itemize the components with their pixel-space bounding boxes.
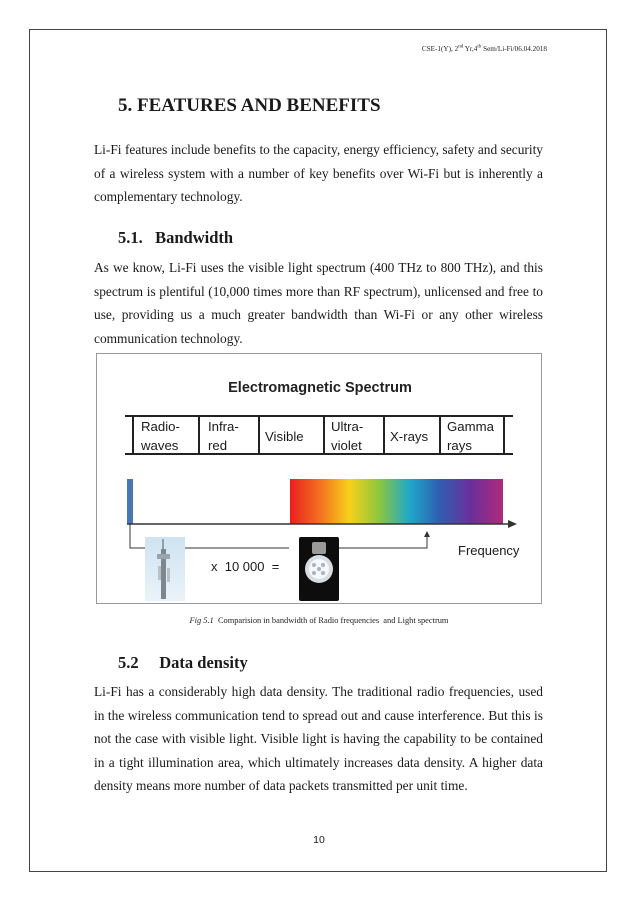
visible-spectrum-band xyxy=(290,479,503,524)
band-ultraviolet-line1: Ultra- xyxy=(331,419,364,434)
led-lamp-image xyxy=(299,537,339,601)
spectrum-figure xyxy=(96,353,542,604)
bandwidth-paragraph: As we know, Li-Fi uses the visible light spectrum (400 THz to 800 THz), and this spectrum is plentiful (10,000 times more than RF spectrum), unlicensed and free to use, providing us a much greater bandwidth than Wi-Fi or any other wireless communication technology. xyxy=(94,260,543,346)
band-gamma-line2: rays xyxy=(447,438,472,453)
visible-bracket xyxy=(337,535,427,548)
radio-tower-image xyxy=(145,537,185,601)
section-title: 5. FEATURES AND BENEFITS xyxy=(118,95,381,116)
band-visible-label: Visible xyxy=(265,429,304,444)
band-infrared-line1: Infra- xyxy=(208,419,239,434)
band-gamma-line1: Gamma xyxy=(447,419,494,434)
page-number: 10 xyxy=(313,834,325,846)
figure-title: Electromagnetic Spectrum xyxy=(228,380,412,396)
band-infrared-line2: red xyxy=(208,438,228,453)
data-density-paragraph: Li-Fi has a considerably high data density. The traditional radio frequencies, used in the wireless communication tend to spread out and cause interference. But this is not the case with visible light. Visible light is having the capability to be contained in a tight illumination area, which ultimately increases data density. A higher data density means more number of data packets transmitted per unit time. xyxy=(94,684,543,793)
axis-arrowhead xyxy=(508,520,517,528)
band-xrays-label: X-rays xyxy=(390,429,429,444)
band-ultraviolet-line2: violet xyxy=(331,438,362,453)
figure-caption: Fig 5.1 Comparision in bandwidth of Radio frequencies and Light spectrum xyxy=(189,616,449,625)
spectrum-diagram xyxy=(97,354,543,605)
bandwidth-heading: 5.1. Bandwidth xyxy=(118,228,234,247)
radio-band-bar xyxy=(127,479,133,524)
band-radio-line2: waves xyxy=(141,438,179,453)
header-reference: CSE-1(Y), 2nd Yr,4th Sem/Li-Fi/06.04.2018 xyxy=(421,44,547,53)
intro-paragraph: Li-Fi features include benefits to the capacity, energy efficiency, safety and security of a wireless system with a number of key benefits over Wi-Fi but is inherently a complementary technology. xyxy=(94,142,543,204)
data-density-heading: 5.2 Data density xyxy=(118,653,248,672)
bracket-arrowhead xyxy=(424,531,430,537)
multiplier-label: x 10 000 = xyxy=(211,559,280,574)
frequency-axis-label: Frequency xyxy=(458,543,520,558)
band-radio-line1: Radio- xyxy=(141,419,180,434)
